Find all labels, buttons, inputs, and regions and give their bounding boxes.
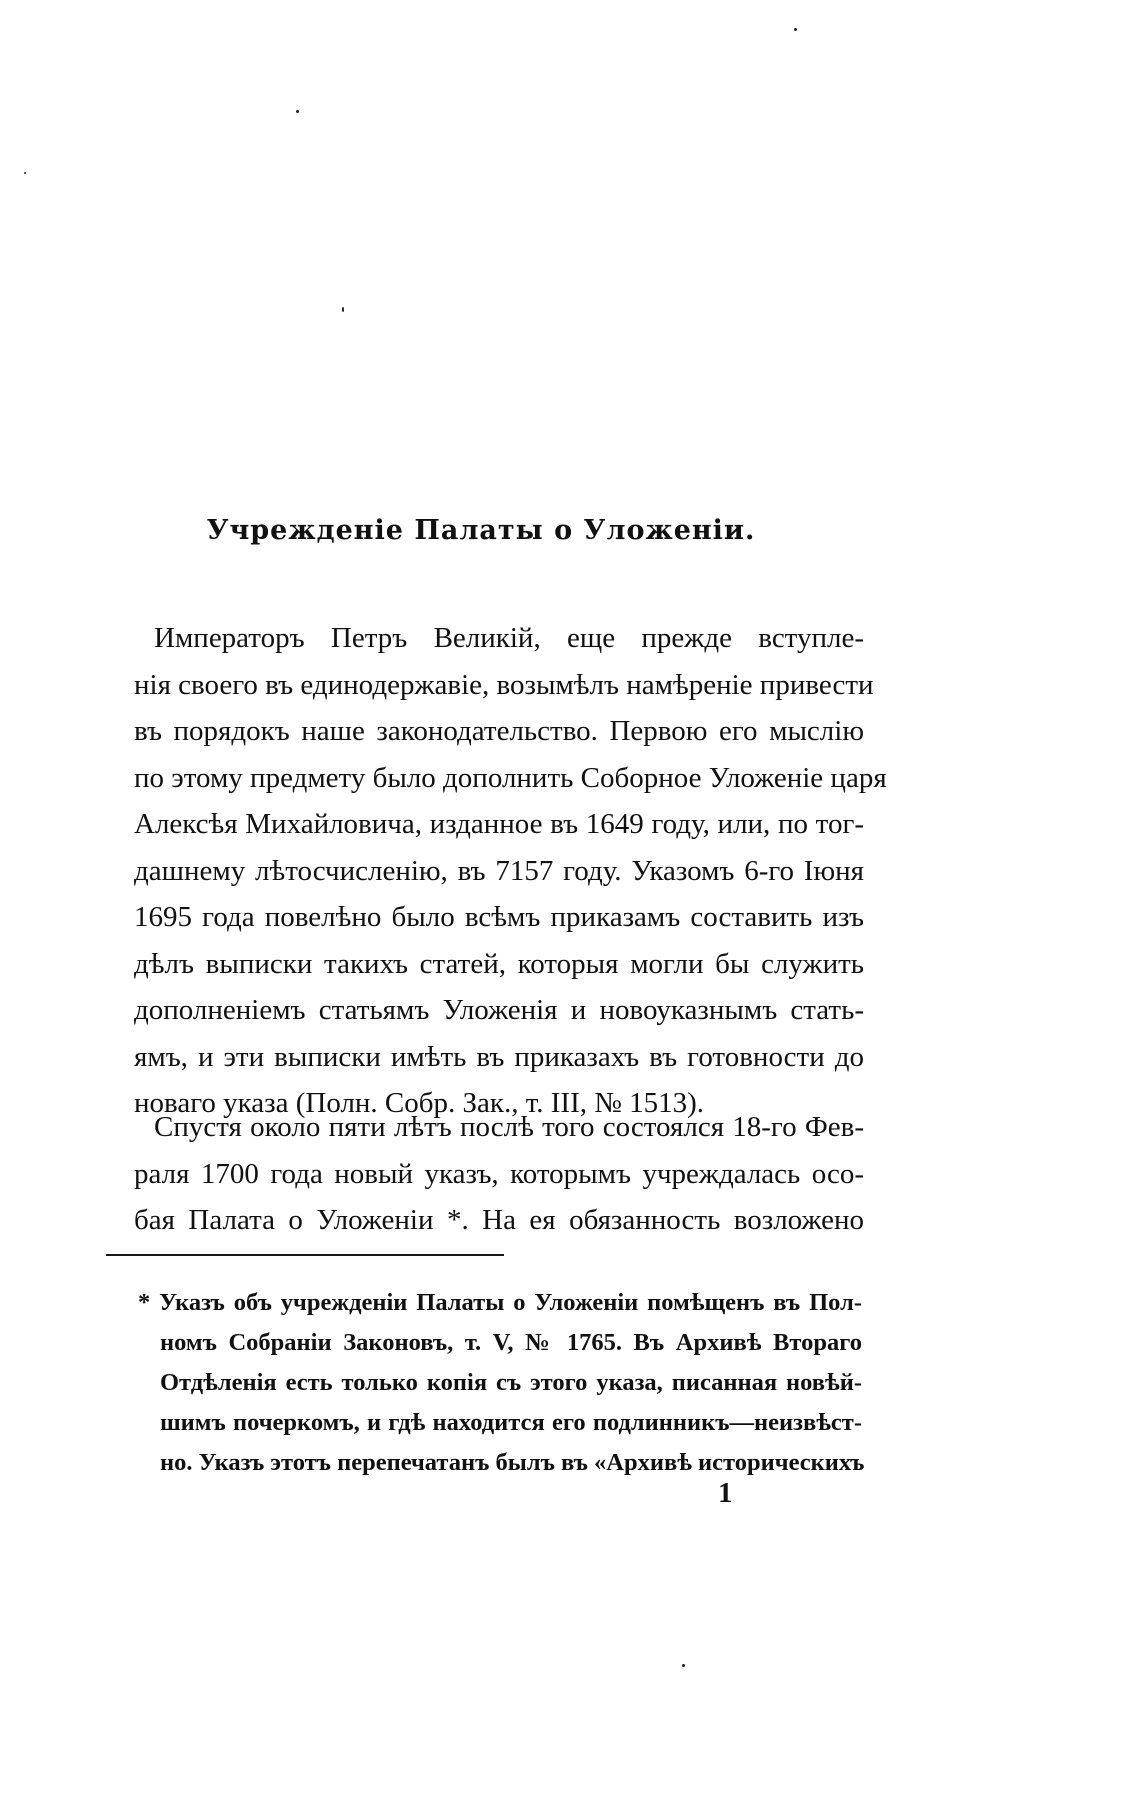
text-line: дополненіемъ статьямъ Уложенія и новоуказнымъ стать-: [134, 994, 864, 1026]
page-title: Учрежденіе Палаты о Уложеніи.: [206, 515, 756, 546]
scan-speck: [682, 1664, 685, 1667]
footnote-line: номъ Собраніи Законовъ, т. V, № 1765. Въ Архивѣ Втораго: [160, 1329, 862, 1356]
footnote-line: Отдѣленія есть только копія съ этого указа, писанная новѣй-: [160, 1369, 862, 1396]
footnote-line: * Указъ объ учрежденіи Палаты о Уложеніи помѣщенъ въ Пол-: [138, 1289, 862, 1316]
paragraph-1: [134, 615, 887, 1127]
text-line: Алексѣя Михайловича, изданное въ 1649 году, или, по тог-: [134, 808, 864, 840]
text-line: дашнему лѣтосчисленію, въ 7157 году. Указомъ 6-го Іюня: [134, 854, 864, 887]
scan-speck: [296, 110, 299, 113]
text-line: по этому предмету было дополнить Соборное Уложеніе царя: [134, 761, 887, 794]
page-number: 1: [718, 1477, 733, 1509]
paragraph-2: [134, 1104, 864, 1244]
text-line: бая Палата о Уложеніи *. На ея обязанность возложено: [134, 1204, 864, 1236]
text-line: 1695 года повелѣно было всѣмъ приказамъ составить изъ: [134, 901, 864, 933]
scan-speck: [794, 28, 797, 31]
scan-speck: [342, 307, 344, 312]
text-line: нія своего въ единодержавіе, возымѣлъ намѣреніе привести: [134, 668, 874, 701]
scan-speck: [24, 172, 26, 174]
text-line: новаго указа (Полн. Собр. Зак., т. III, № 1513).: [134, 1087, 705, 1119]
footnote-divider: [106, 1254, 504, 1256]
footnote-line: шимъ почеркомъ, и гдѣ находится его подлинникъ—неизвѣст-: [160, 1409, 862, 1436]
text-line: въ порядокъ наше законодательство. Первою его мыслію: [134, 715, 864, 747]
text-line: раля 1700 года новый указъ, которымъ учреждалась осо-: [134, 1157, 864, 1190]
text-line: Спустя около пяти лѣтъ послѣ того состоялся 18-го Фев-: [154, 1111, 864, 1143]
footnote: [138, 1283, 865, 1483]
footnote-line: но. Указъ этотъ перепечатанъ былъ въ «Архивѣ историческихъ: [160, 1449, 865, 1476]
text-line: Императоръ Петръ Великій, еще прежде вступле-: [154, 622, 864, 654]
text-line: дѣлъ выписки такихъ статей, которыя могли бы служить: [134, 947, 864, 980]
text-line: ямъ, и эти выписки имѣть въ приказахъ въ готовности до: [134, 1040, 864, 1073]
